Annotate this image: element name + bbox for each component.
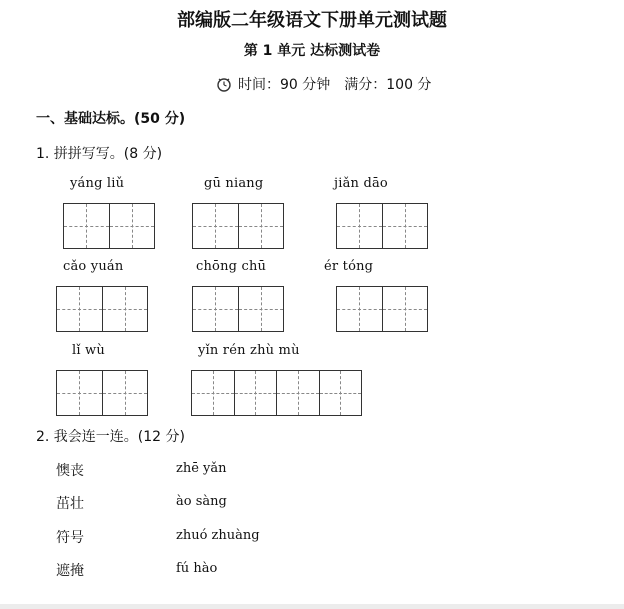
match-word[interactable]: 懊丧 [56,463,84,479]
question-1-label: 1. 拼拼写写。(8 分) [36,146,163,162]
match-word[interactable]: 茁壮 [56,496,84,512]
match-pinyin[interactable]: zhuó zhuàng [176,528,260,543]
clock-icon [216,76,232,96]
match-pinyin[interactable]: fú hào [176,561,218,576]
writing-grid[interactable] [56,370,148,416]
page-title: 部编版二年级语文下册单元测试题 [177,10,447,31]
exam-info [216,74,431,96]
writing-grid[interactable] [63,203,155,249]
pinyin-label: jiǎn dāo [334,176,388,191]
match-pinyin[interactable]: ào sàng [176,494,227,509]
pinyin-label: lǐ wù [72,343,105,358]
page-subtitle: 第 1 单元 达标测试卷 [243,43,381,59]
pinyin-label: ér tóng [324,259,374,274]
writing-grid[interactable] [192,203,284,249]
writing-grid[interactable] [192,286,284,332]
pinyin-label: chōng chū [196,259,267,274]
match-word[interactable]: 符号 [56,530,84,546]
pinyin-label: gū niang [204,176,264,191]
pinyin-label: cǎo yuán [63,259,124,274]
pinyin-label: yáng liǔ [70,176,125,191]
pinyin-label: yǐn rén zhù mù [198,343,300,358]
writing-grid[interactable] [56,286,148,332]
match-pinyin[interactable]: zhē yǎn [176,461,227,476]
section-heading: 一、基础达标。(50 分) [36,111,186,127]
writing-grid[interactable] [336,286,428,332]
score-label: 满分：100 分 [344,77,432,93]
writing-grid[interactable] [336,203,428,249]
question-2-label: 2. 我会连一连。(12 分) [36,429,185,445]
page-bottom-edge [0,604,624,609]
match-word[interactable]: 遮掩 [56,563,84,579]
writing-grid[interactable] [191,370,362,416]
time-label: 时间：90 分钟 [238,77,331,93]
